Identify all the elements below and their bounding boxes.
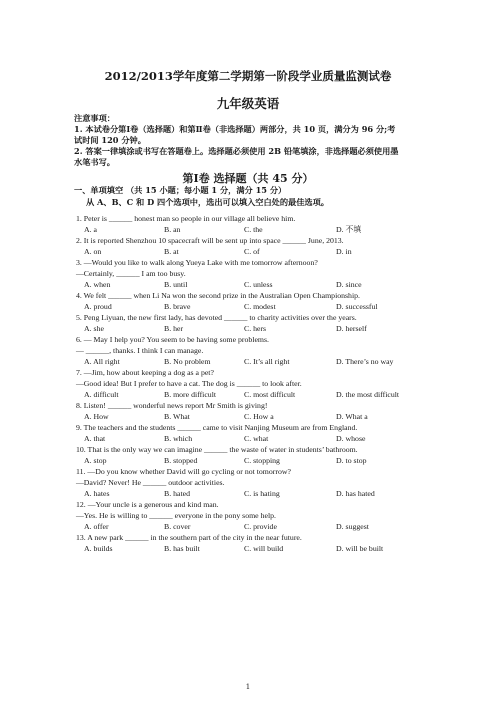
option-b: B. more difficult xyxy=(164,390,217,399)
note-line: 1. 本试卷分第Ⅰ卷（选择题）和第Ⅱ卷（非选择题）两部分，共 10 页，满分为 96 分;考 xyxy=(74,124,396,134)
option-d: D. suggest xyxy=(336,522,369,531)
option-c: C. of xyxy=(244,247,260,256)
option-c: C. most difficult xyxy=(244,390,296,399)
exam-title: 2012/2013学年度第二学期第一阶段学业质量监测试卷 xyxy=(104,69,392,83)
option-c: C. How a xyxy=(244,412,274,421)
question-stem: — ______, thanks. I think I can manage. xyxy=(76,346,204,355)
option-a: A. All right xyxy=(84,357,120,366)
question-stem: 10. That is the only way we can imagine ______ the waste of water in students’ bathroom. xyxy=(76,445,358,454)
option-b: B. brave xyxy=(164,302,191,311)
option-b: B. cover xyxy=(164,522,191,531)
question-stem: —David? Never! He ______ outdoor activities. xyxy=(76,478,225,487)
option-b: B. has built xyxy=(164,544,200,553)
question-stem: 12. —Your uncle is a generous and kind man. xyxy=(76,500,219,509)
question-stem: 9. The teachers and the students ______ came to visit Nanjing Museum are from England. xyxy=(76,423,358,432)
option-c: C. the xyxy=(244,225,263,234)
option-a: A. difficult xyxy=(84,390,119,399)
option-a: A. when xyxy=(84,280,111,289)
option-a: A. How xyxy=(84,412,109,421)
option-b: B. hated xyxy=(164,489,190,498)
option-d: D. successful xyxy=(336,302,378,311)
option-d: D. since xyxy=(336,280,362,289)
option-c: C. what xyxy=(244,434,269,443)
option-c: C. It’s all right xyxy=(244,357,290,366)
option-a: A. on xyxy=(84,247,102,256)
option-d: D. in xyxy=(336,247,352,256)
option-d: D. 不填 xyxy=(336,225,362,234)
option-d: D. There’s no way xyxy=(336,357,394,366)
part-instruction: 从 A、B、C 和 D 四个选项中，选出可以填入空白处的最佳选项。 xyxy=(86,197,329,207)
option-d: D. will be built xyxy=(336,544,384,553)
exam-subject: 九年级英语 xyxy=(216,96,280,111)
option-b: B. which xyxy=(164,434,193,443)
option-d: D. has hated xyxy=(336,489,375,498)
part-heading: 一、单项填空 （共 15 小题；每小题 1 分，满分 15 分） xyxy=(74,185,287,195)
option-a: A. builds xyxy=(84,544,113,553)
option-a: A. stop xyxy=(84,456,107,465)
option-c: C. modest xyxy=(244,302,276,311)
question-stem: 6. — May I help you? You seem to be having some problems. xyxy=(76,335,269,344)
note-line: 试时间 120 分钟。 xyxy=(74,135,146,145)
question-stem: 11. —Do you know whether David will go cycling or not tomorrow? xyxy=(76,467,291,476)
option-c: C. is hating xyxy=(244,489,280,498)
note-line: 水笔书写。 xyxy=(74,157,115,167)
question-stem: 7. —Jim, how about keeping a dog as a pet? xyxy=(76,368,214,377)
section-title: 第Ⅰ卷 选择题（共 45 分） xyxy=(182,172,314,185)
option-b: B. No problem xyxy=(164,357,211,366)
option-d: D. whose xyxy=(336,434,366,443)
option-a: A. offer xyxy=(84,522,109,531)
option-d: D. to stop xyxy=(336,456,367,465)
question-stem: 5. Peng Liyuan, the new first lady, has devoted ______ to charity activities over the years. xyxy=(76,313,357,322)
option-a: A. proud xyxy=(84,302,112,311)
option-a: A. a xyxy=(84,225,97,234)
question-stem: 4. We felt ______ when Li Na won the second prize in the Australian Open Championship. xyxy=(76,291,360,300)
question-stem: 8. Listen! ______ wonderful news report Mr Smith is giving! xyxy=(76,401,268,410)
question-stem: 2. It is reported Shenzhou 10 spacecraft will be sent up into space ______ June, 2013. xyxy=(76,236,344,245)
page-number: 1 xyxy=(245,683,251,691)
option-a: A. she xyxy=(84,324,104,333)
option-d: D. the most difficult xyxy=(336,390,400,399)
note-line: 2. 答案一律填涂或书写在答题卷上。选择题必须使用 2B 铅笔填涂，非选择题必须使用墨 xyxy=(74,146,399,156)
option-a: A. that xyxy=(84,434,106,443)
option-c: C. stopping xyxy=(244,456,280,465)
question-stem: —Certainly, ______ I am too busy. xyxy=(76,269,186,278)
option-c: C. will build xyxy=(244,544,284,553)
option-b: B. at xyxy=(164,247,179,256)
notes-heading: 注意事项： xyxy=(74,113,115,123)
option-c: C. hers xyxy=(244,324,267,333)
question-stem: 13. A new park ______ in the southern part of the city in the near future. xyxy=(76,533,302,542)
question-stem: 3. —Would you like to walk along Yueya Lake with me tomorrow afternoon? xyxy=(76,258,318,267)
option-d: D. herself xyxy=(336,324,367,333)
option-b: B. an xyxy=(164,225,181,234)
option-c: C. unless xyxy=(244,280,273,289)
option-c: C. provide xyxy=(244,522,277,531)
question-stem: —Good idea! But I prefer to have a cat. The dog is ______ to look after. xyxy=(76,379,302,388)
option-b: B. her xyxy=(164,324,184,333)
option-a: A. hates xyxy=(84,489,110,498)
option-b: B. until xyxy=(164,280,188,289)
question-stem: 1. Peter is ______ honest man so people in our village all believe him. xyxy=(76,214,296,223)
option-b: B. stopped xyxy=(164,456,198,465)
question-stem: —Yes. He is willing to ______ everyone in the pony some help. xyxy=(76,511,276,520)
option-b: B. What xyxy=(164,412,190,421)
option-d: D. What a xyxy=(336,412,368,421)
